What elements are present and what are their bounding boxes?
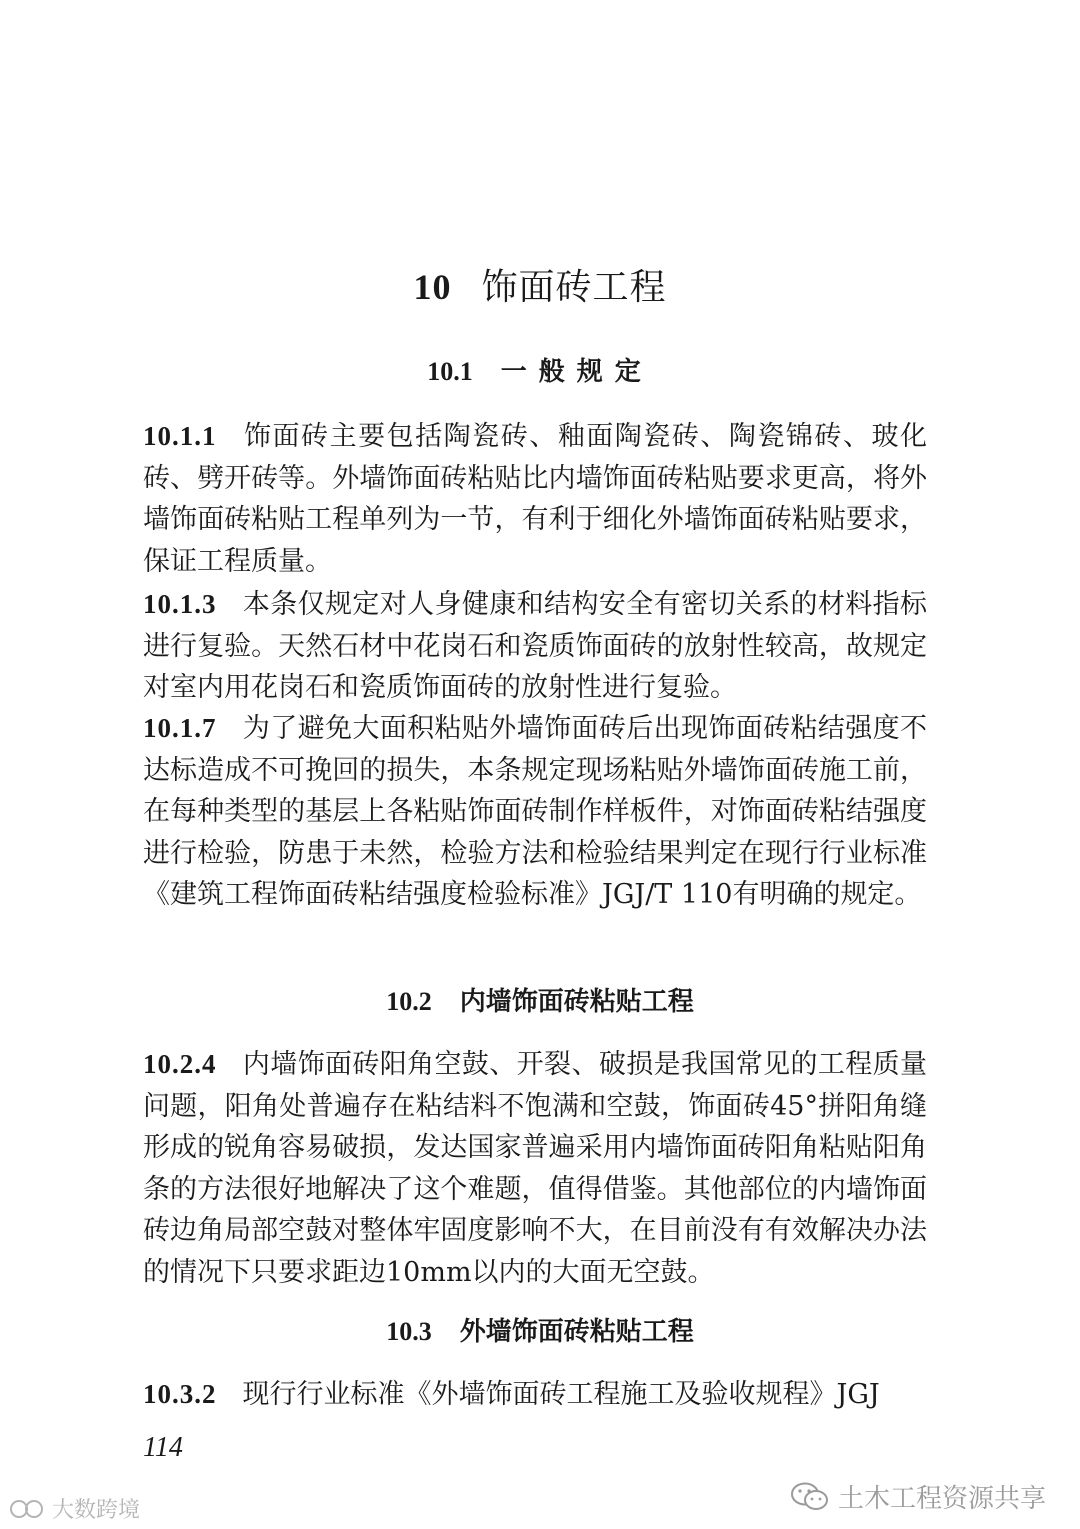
watermark-brand [8,1493,140,1524]
chapter-title [0,262,1080,313]
section-name: 一般规定 [500,357,653,387]
page-number: 114 [143,1432,183,1463]
watermark-text: 大数跨境 [52,1498,141,1523]
clause-number: 10.1.1 [143,421,217,451]
clause-text: 现行行业标准《外墙饰面砖工程施工及验收规程》JGJ [242,1379,880,1410]
section-number: 10.1 [427,357,473,386]
section-heading-10-3 [0,1314,1080,1350]
section-name: 内墙饰面砖粘贴工程 [459,987,694,1017]
watermark-text: 土木工程资源共享 [837,1484,1046,1514]
clause-10-3-2 [143,1374,927,1416]
section-number: 10.3 [386,1317,432,1346]
clause-number: 10.2.4 [143,1049,217,1079]
clause-text: 内墙饰面砖阳角空鼓、开裂、破损是我国常见的工程质量问题，阳角处普遍存在粘结料不饱满和空鼓，饰面砖45°拼阳角缝形成的锐角容易破损，发达国家普遍采用内墙饰面砖阳角粘贴阳角条的方法很好地解决了这个难题，值得借鉴。其他部位的内墙饰面砖边角局部空鼓对整体牢固度影响不大，在目前没有有效解决办法的情况下只要求距边10mm以内的大面无空鼓。 [143,1049,927,1288]
clause-number: 10.3.2 [143,1379,217,1409]
clause-10-2-4 [143,1044,927,1293]
section-number: 10.2 [386,987,432,1016]
clause-10-1-3 [143,584,927,709]
clause-text: 饰面砖主要包括陶瓷砖、釉面陶瓷砖、陶瓷锦砖、玻化砖、劈开砖等。外墙饰面砖粘贴比内墙饰面砖粘贴要求更高，将外墙饰面砖粘贴工程单列为一节，有利于细化外墙饰面砖粘贴要求，保证工程质量。 [143,421,927,577]
section-heading-10-1 [0,354,1080,390]
clause-number: 10.1.3 [143,589,217,619]
section-name: 外墙饰面砖粘贴工程 [459,1317,694,1347]
chapter-number: 10 [413,267,452,307]
clause-10-1-7 [143,708,927,916]
chapter-name: 饰面砖工程 [481,267,667,308]
clause-text: 本条仅规定对人身健康和结构安全有密切关系的材料指标进行复验。天然石材中花岗石和瓷质饰面砖的放射性较高，故规定对室内用花岗石和瓷质饰面砖的放射性进行复验。 [143,589,927,703]
wechat-icon [790,1481,830,1513]
brand-rings-icon [8,1496,48,1522]
clause-number: 10.1.7 [143,713,217,743]
clause-10-1-1 [143,416,927,582]
clause-text: 为了避免大面积粘贴外墙饰面砖后出现饰面砖粘结强度不达标造成不可挽回的损失，本条规定现场粘贴外墙饰面砖施工前，在每种类型的基层上各粘贴饰面砖制作样板件，对饰面砖粘结强度进行检验，防患于未然，检验方法和检验结果判定在现行行业标准《建筑工程饰面砖粘结强度检验标准》JGJ/T 110有明确的规定。 [143,713,927,910]
section-heading-10-2 [0,984,1080,1020]
watermark-wechat-account [790,1478,1046,1515]
